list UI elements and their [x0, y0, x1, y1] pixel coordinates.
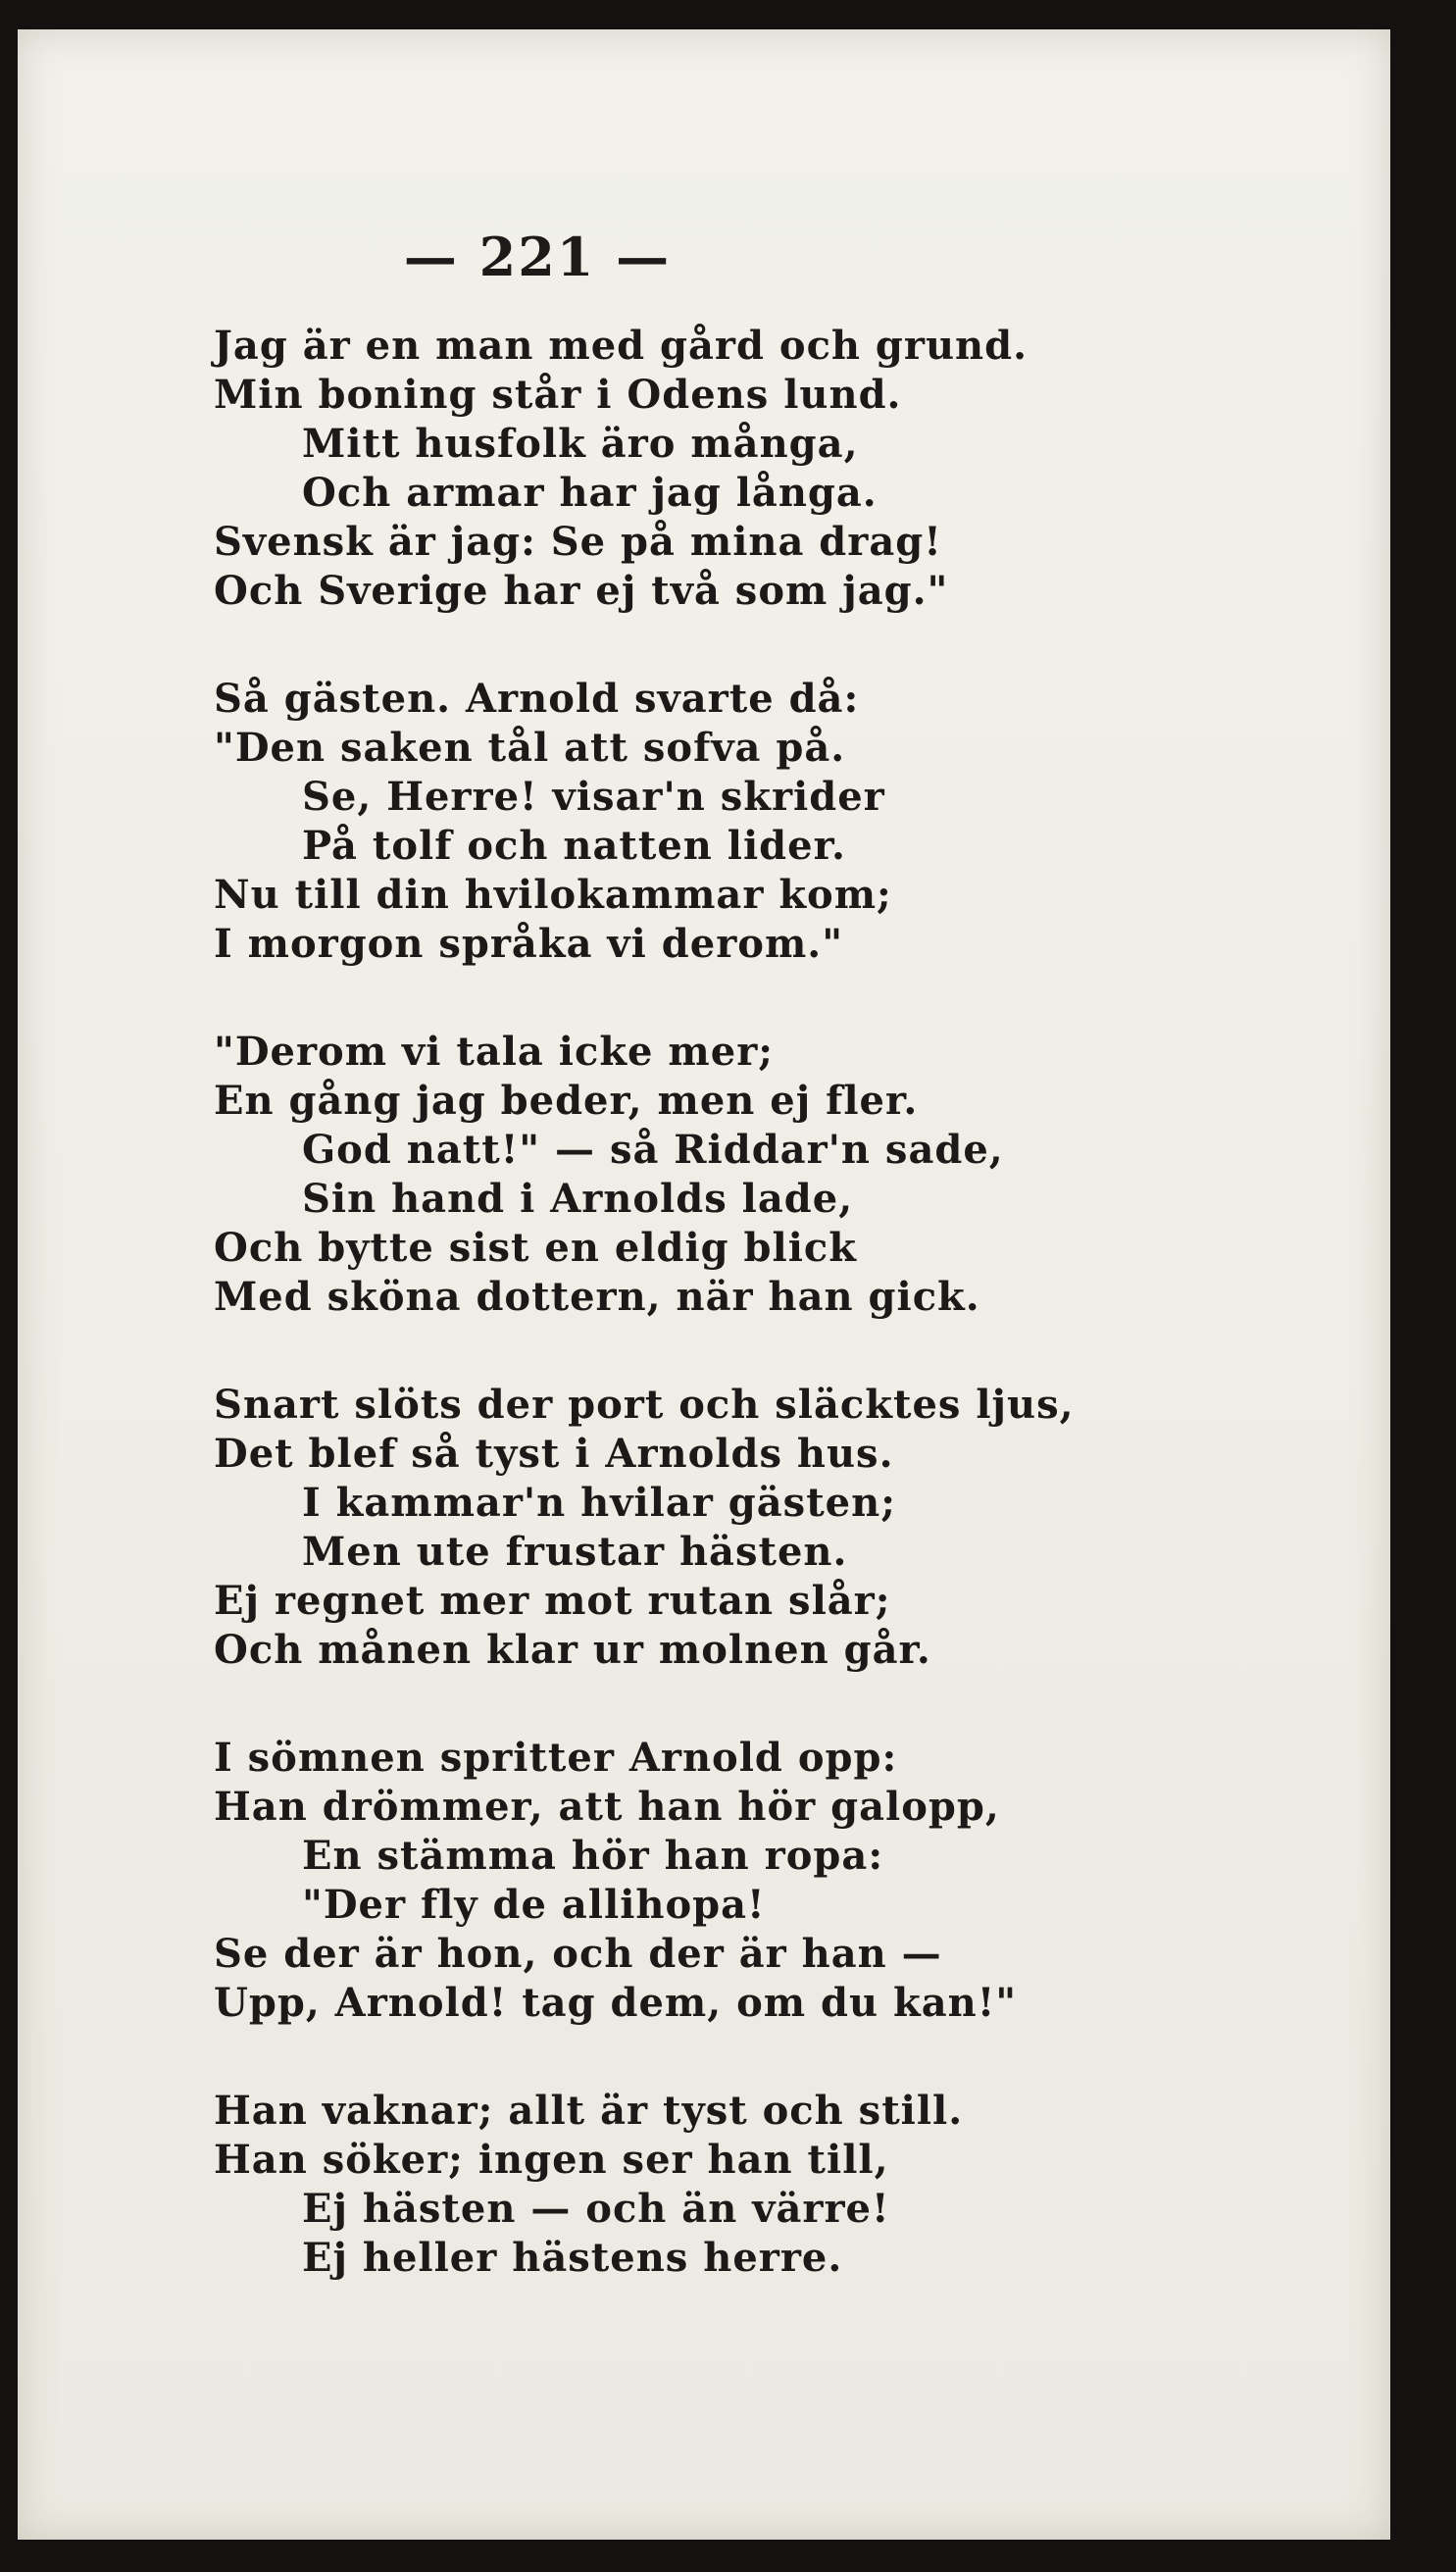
verse-line: Svensk är jag: Se på mina drag!	[214, 519, 942, 565]
stanza	[214, 1381, 1312, 1675]
verse-line: Jag är en man med gård och grund.	[214, 323, 1029, 369]
verse-line: I sömnen spritter Arnold opp:	[214, 1735, 898, 1781]
verse-line: Och Sverige har ej två som jag."	[214, 568, 949, 614]
stanza	[214, 1734, 1312, 2028]
verse-line: Men ute frustar hästen.	[302, 1529, 848, 1575]
stanza	[214, 675, 1312, 969]
stanza	[214, 2087, 1312, 2283]
verse-line: På tolf och natten lider.	[302, 823, 846, 869]
verse-line: Snart slöts der port och släcktes ljus,	[214, 1382, 1075, 1428]
verse-line: Nu till din hvilokammar kom;	[214, 872, 892, 918]
verse-line: Han drömmer, att han hör galopp,	[214, 1784, 1000, 1830]
verse-line: Det blef så tyst i Arnolds hus.	[214, 1431, 894, 1477]
verse-line: Min boning står i Odens lund.	[214, 372, 902, 418]
verse-line: Så gästen. Arnold svarte då:	[214, 676, 860, 722]
verse-line: Och bytte sist en eldig blick	[214, 1225, 857, 1271]
verse-line: "Den saken tål att sofva på.	[214, 725, 846, 771]
verse-line: I morgon språka vi derom."	[214, 921, 844, 967]
stanza	[214, 322, 1312, 616]
verse-line: En stämma hör han ropa:	[302, 1833, 884, 1879]
verse-line: Och armar har jag långa.	[302, 470, 878, 516]
verse-line: Och månen klar ur molnen går.	[214, 1627, 931, 1673]
poem-body	[214, 322, 1312, 2342]
verse-line: I kammar'n hvilar gästen;	[302, 1480, 896, 1526]
verse-line: Han söker; ingen ser han till,	[214, 2137, 889, 2183]
verse-line: Ej heller hästens herre.	[302, 2235, 843, 2281]
verse-line: "Der fly de allihopa!	[302, 1882, 766, 1928]
verse-line: God natt!" — så Riddar'n sade,	[302, 1127, 1004, 1173]
verse-line: Han vaknar; allt är tyst och still.	[214, 2088, 964, 2134]
page-number: — 221 —	[403, 226, 672, 288]
stanza	[214, 1028, 1312, 1322]
verse-line: Se, Herre! visar'n skrider	[302, 774, 885, 820]
verse-line: Se der är hon, och der är han —	[214, 1931, 942, 1977]
verse-line: Med sköna dottern, när han gick.	[214, 1274, 980, 1320]
verse-line: Sin hand i Arnolds lade,	[302, 1176, 854, 1222]
verse-line: Ej regnet mer mot rutan slår;	[214, 1578, 891, 1624]
book-page	[18, 29, 1390, 2540]
verse-line: Upp, Arnold! tag dem, om du kan!"	[214, 1980, 1018, 2026]
verse-line: "Derom vi tala icke mer;	[214, 1029, 775, 1075]
verse-line: Ej hästen — och än värre!	[302, 2186, 890, 2232]
verse-line: En gång jag beder, men ej fler.	[214, 1078, 919, 1124]
verse-line: Mitt husfolk äro många,	[302, 421, 859, 467]
